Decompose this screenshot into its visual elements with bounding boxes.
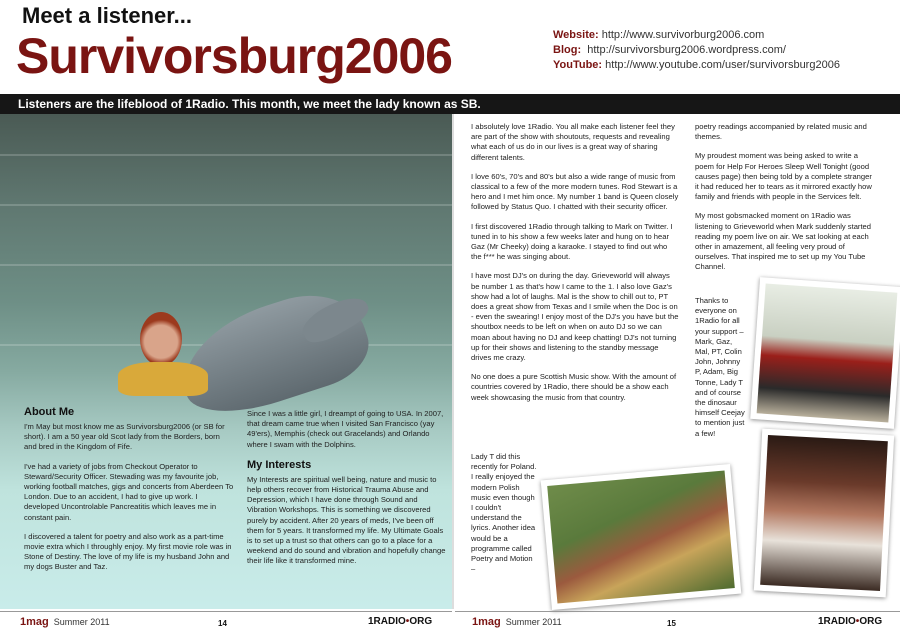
intro-banner	[0, 94, 900, 114]
footer-rule-left	[0, 611, 452, 612]
logo-right-a: 1RADIO	[818, 616, 856, 627]
moments-paragraph-2: My proudest moment was being asked to write a poem for Help For Heroes Sleep Well Tonight (good causes page) then being told by a complete stranger it had reduced her to tears as it mirrored exactly how family and friends with people in the Services felt.	[695, 151, 872, 202]
page-number-left: 14	[218, 619, 227, 628]
radio-paragraph-4: I have most DJ's on during the day. Grieveworld will always be number 1 as that's how I came to the 1. I also love Gaz's show had a lot of laughs. Mal is the show to chill out to, PT does a great show from Texas and I smile when the Doc is on - even the swearing! I enjoy most of the DJ's you have but the shoutbox needs to be left on when on auto DJ so we can moan about having no DJ and keep chatting! DJ's not turning up for their shows and listening to the standby message drives me crazy.	[471, 271, 679, 363]
blog-link[interactable]: http://survivorsburg2006.wordpress.com/	[587, 44, 786, 56]
radio-paragraph-5: No one does a pure Scottish Music show. With the amount of countries covered by 1Radio, there should be a show each week showcasing the music from that country.	[471, 372, 677, 402]
youtube-label: YouTube:	[553, 59, 603, 71]
links-block	[553, 28, 840, 73]
about-paragraph-1: I'm May but most know me as Survivorsburg2006 (or SB for short). I am a 50 year old Scot lady from the Borders, born and bred in the Kingdom of Fife.	[24, 422, 225, 452]
website-label: Website:	[553, 29, 599, 41]
intro-banner-text: Listeners are the lifeblood of 1Radio. This month, we meet the lady known as SB.	[18, 97, 481, 111]
mag-label-left: 1mag	[20, 616, 49, 628]
costume-group-photo	[750, 277, 900, 429]
logo-left-a: 1RADIO	[368, 616, 406, 627]
logo-right-b: ORG	[859, 616, 883, 627]
moments-paragraph-3: My most gobsmacked moment on 1Radio was listening to Grieveworld when Mark suddenly started reading my poem live on air. We sat looking at each other in amazement, all feeling very proud of ourselves. That inspired me to set up my You Tube Channel.	[695, 211, 872, 272]
logo-right: 1RADIO•ORG	[818, 616, 883, 627]
footer-rule-right	[455, 611, 900, 612]
website-link[interactable]: http://www.survivorburg2006.com	[601, 29, 765, 41]
blog-label: Blog:	[553, 44, 582, 56]
youtube-link[interactable]: http://www.youtube.com/user/survivorsburg2006	[605, 59, 840, 71]
mag-label-right: 1mag	[472, 616, 501, 628]
moments-column	[695, 122, 875, 282]
page-number-right: 15	[667, 619, 676, 628]
about-paragraph-3: I discovered a talent for poetry and also work as a part-time movie extra which I throughly enjoy. My first movie role was in Stone of Destiny. The love of my life is my husband John and my dogs Buster and Taz.	[24, 531, 232, 572]
dogs-photo	[754, 429, 894, 598]
footer-left-mag	[20, 616, 110, 628]
radio-paragraph-6: Lady T did this recently for Poland. I really enjoyed the modern Polish music even though I couldn't understand the lyrics. Another idea would be a programme called Poetry and Motion –	[471, 452, 537, 574]
interests-column	[247, 409, 447, 576]
about-heading: About Me	[24, 406, 75, 418]
radio-column	[471, 122, 679, 403]
about-column	[24, 406, 234, 582]
radio-paragraph-1: I absolutely love 1Radio. You all make each listener feel they are part of the show with shoutouts, requests and revealing what each of us do in our lives is a great way of sharing different talents.	[471, 122, 675, 162]
moments-paragraph-1: poetry readings accompanied by related music and themes.	[695, 122, 867, 142]
garden-portrait-photo	[541, 464, 742, 610]
interests-paragraph: My Interests are spiritual well being, nature and music to help others recover from Historical Trauma Abuse and Depression, which I have done through Sound and Vibration Workshops. This is something we discovered purely by accident. After 20 years of meds, I've been off them for 5 years. It transformed my life. My Ultimate Goals is to set up a trust so that others can go to a place for a weekend and do sound and vibration and hopefully change their life like it transformed mine.	[247, 474, 446, 566]
page-title: Survivorsburg2006	[16, 28, 452, 84]
interests-heading: My Interests	[247, 458, 312, 471]
issue-right: Summer 2011	[505, 617, 562, 627]
usa-paragraph: Since I was a little girl, I dreampt of going to USA. In 2007, that dream came true when I visited San Francisco (yay 49'ers), Memphis (check out Gracelands) and Orlando where I swam with the Dolphins.	[247, 409, 444, 449]
kicker: Meet a listener...	[22, 3, 192, 28]
radio-paragraph-3: I first discovered 1Radio through talking to Mark on Twitter. I tuned in to his show a few weeks later and hung on to hear Gaz (Mr Cheeky) doing a karaoke. I stayed to find out who the f*** he was singing about.	[471, 221, 673, 262]
about-paragraph-2: I've had a variety of jobs from Checkout Operator to Steward/Security Officer. Stewading was my favourite job, working football matches, gigs and concerts from Aberdeen To London. Due to an accident, I had to give up work. I developed Uncontrolable Pancreatitis which leaves me in constant pain.	[24, 461, 234, 522]
logo-left: 1RADIO•ORG	[368, 616, 433, 627]
radio-narrow-column	[471, 452, 537, 583]
swimmer-head-shape	[140, 312, 182, 366]
radio-paragraph-2: I love 60's, 70's and 80's but also a wide range of music from classical to a few of the more modern tunes. Rod Stewart is a hero and I met him once. My number 1 band is Queen closely followed by Status Quo. I chatted with their security officer.	[471, 171, 679, 212]
issue-left: Summer 2011	[53, 617, 110, 627]
swimmer-body-shape	[118, 362, 208, 396]
footer-right-mag	[472, 616, 562, 628]
page-spine	[452, 114, 454, 609]
thanks-column	[695, 296, 747, 448]
logo-left-b: ORG	[409, 616, 433, 627]
thanks-paragraph: Thanks to everyone on 1Radio for all your support – Mark, Gaz, Mal, PT, Colin John, Johnny P, Adam, Big Tonne, Lady T and of course the dinosaur himself Ceejay to mention just a few!	[695, 296, 745, 438]
